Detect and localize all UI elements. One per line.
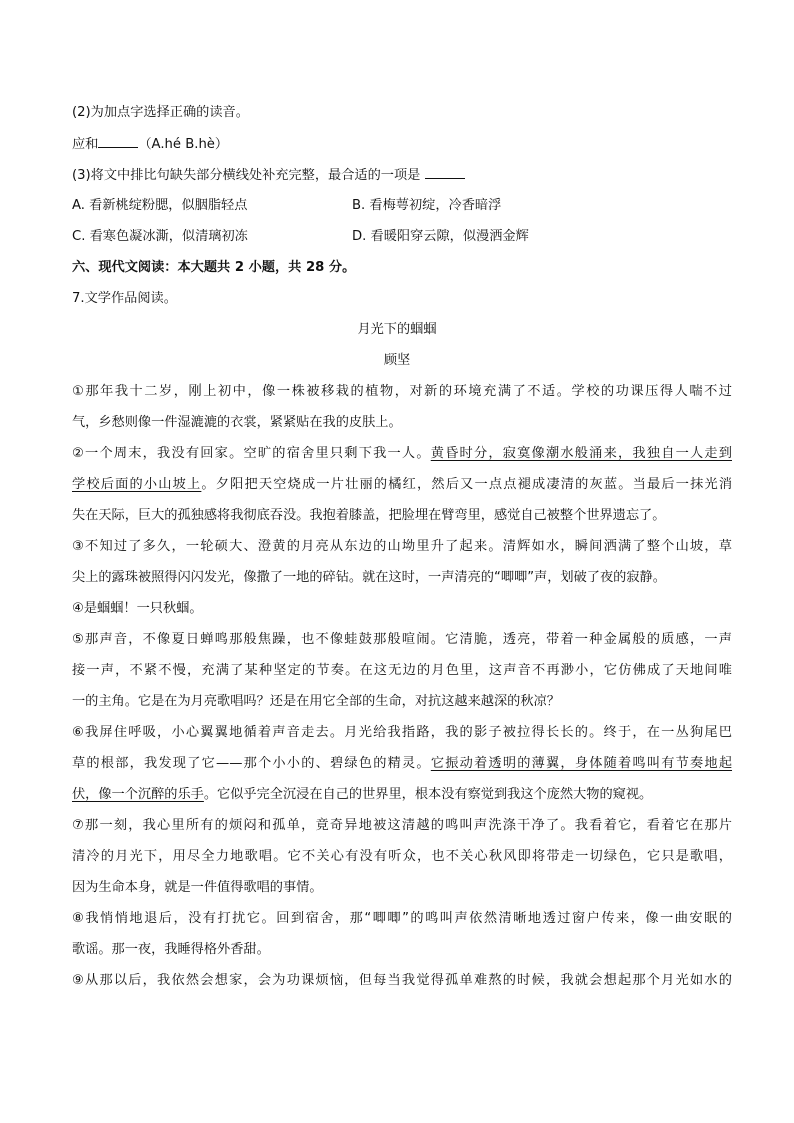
q3-options-row-2 [72, 227, 732, 247]
p3-line-1: ③不知过了多久，一轮硕大、澄黄的月亮从东边的山坳里升了起来。清辉如水，瞬间洒满了整个山坡，草 [72, 539, 732, 554]
q3-option-a: A. 看新桃绽粉腮，似胭脂轻点 [72, 198, 248, 213]
p6-underlined-sentence-end: 伏，像一个沉醉的乐手 [72, 787, 204, 802]
p8-line-1: ⑧我悄悄地退后，没有打扰它。回到宿舍，那“唧唧”的鸣叫声依然清晰地透过窗户传来，像一曲安眠的 [72, 911, 732, 926]
p6-line-1: ⑥我屏住呼吸，小心翼翼地循着声音走去。月光给我指路，我的影子被拉得长长的。终于，在一丛狗尾巴 [72, 725, 732, 740]
p2-underlined-sentence-end: 学校后面的小山坡上 [72, 477, 202, 492]
q3-answer-blank[interactable] [425, 165, 465, 179]
q3-options-row-1 [72, 196, 732, 216]
p2-underlined-sentence-start: 黄昏时分，寂寞像潮水般涌来，我独自一人走到 [430, 446, 732, 461]
p4-line-1: ④是蝈蝈！一只秋蝈。 [72, 601, 203, 616]
p5-line-2: 接一声，不紧不慢，充满了某种坚定的节奏。在这无边的月色里，这声音不再渺小，它仿佛成了天地间唯 [72, 663, 732, 678]
p3-line-2: 尖上的露珠被照得闪闪发光，像撒了一地的碎钻。就在这时，一声清亮的“唧唧”声，划破了夜的寂静。 [72, 570, 666, 585]
q3-prompt-line [72, 165, 732, 186]
p6-line-3-text: 。它似乎完全沉浸在自己的世界里，根本没有察觉到我这个庞然大物的窥视。 [203, 787, 653, 802]
q7-label: 7.文学作品阅读。 [72, 291, 177, 306]
q2-item [72, 134, 732, 155]
p6-line-2 [72, 754, 732, 774]
q2-item-options: （A.hé B.hè） [138, 137, 229, 152]
q3-option-d: D. 看暖阳穿云隙，似漫洒金辉 [352, 229, 529, 244]
p6-line-3 [72, 785, 732, 805]
p2-line-1-text: ②一个周末，我没有回家。空旷的宿舍里只剩下我一人。 [72, 446, 431, 461]
p7-line-2: 清冷的月光下，用尽全力地歌唱。它不关心有没有听众，也不关心秋风即将带走一切绿色，它只是歌唱， [72, 849, 732, 864]
p7-line-1: ⑦那一刻，我心里所有的烦闷和孤单，竟奇异地被这清越的鸣叫声洗涤干净了。我看着它，看着它在那片 [72, 818, 732, 833]
p5-line-1: ⑤那声音，不像夏日蝉鸣那般焦躁，也不像蛙鼓那般喧闹。它清脆，透亮，带着一种金属般的质感，一声 [72, 632, 732, 647]
p2-line-2-text: 。夕阳把天空烧成一片壮丽的橘红，然后又一点点褪成凄清的灰蓝。当最后一抹光消 [201, 477, 733, 492]
p8-line-2: 歌谣。那一夜，我睡得格外香甜。 [72, 942, 270, 957]
q3-option-b: B. 看梅萼初绽，冷香暗浮 [352, 198, 502, 213]
q2-item-word: 应和 [72, 137, 99, 152]
p9-line-1: ⑨从那以后，我依然会想家，会为功课烦恼，但每当我觉得孤单难熬的时候，我就会想起那个月光如水的 [72, 973, 732, 988]
p1-line-2: 气，乡愁则像一件湿漉漉的衣裳，紧紧贴在我的皮肤上。 [72, 415, 402, 430]
p2-line-3: 失在天际，巨大的孤独感将我彻底吞没。我抱着膝盖，把脸埋在臂弯里，感觉自己被整个世界遗忘了。 [72, 508, 666, 523]
p6-underlined-sentence-start: 它振动着透明的薄翼，身体随着鸣叫有节奏地起 [430, 756, 733, 771]
p7-line-3: 因为生命本身，就是一件值得歌唱的事情。 [72, 880, 323, 895]
p1-line-1: ①那年我十二岁，刚上初中，像一株被移栽的植物，对新的环境充满了不适。学校的功课压得人喘不过 [72, 384, 732, 399]
p6-line-2-text: 草的根部，我发现了它——那个小小的、碧绿色的精灵。 [72, 756, 431, 771]
q3-option-c: C. 看寒色凝冰澌，似清璃初冻 [72, 229, 248, 244]
p5-line-3: 一的主角。它是在为月亮歌唱吗？还是在用它全部的生命，对抗这越来越深的秋凉？ [72, 694, 560, 709]
section-header: 六、现代文阅读：本大题共 2 小题，共 28 分。 [72, 260, 356, 275]
p2-line-1 [72, 444, 732, 464]
article-author: 顾坚 [383, 353, 411, 368]
q3-prompt: (3)将文中排比句缺失部分横线处补充完整，最合适的一项是 [72, 168, 425, 183]
p2-line-2 [72, 475, 732, 495]
article-title: 月光下的蝈蝈 [357, 322, 437, 337]
q2-answer-blank[interactable] [98, 134, 138, 148]
q2-prompt: (2)为加点字选择正确的读音。 [72, 105, 249, 120]
